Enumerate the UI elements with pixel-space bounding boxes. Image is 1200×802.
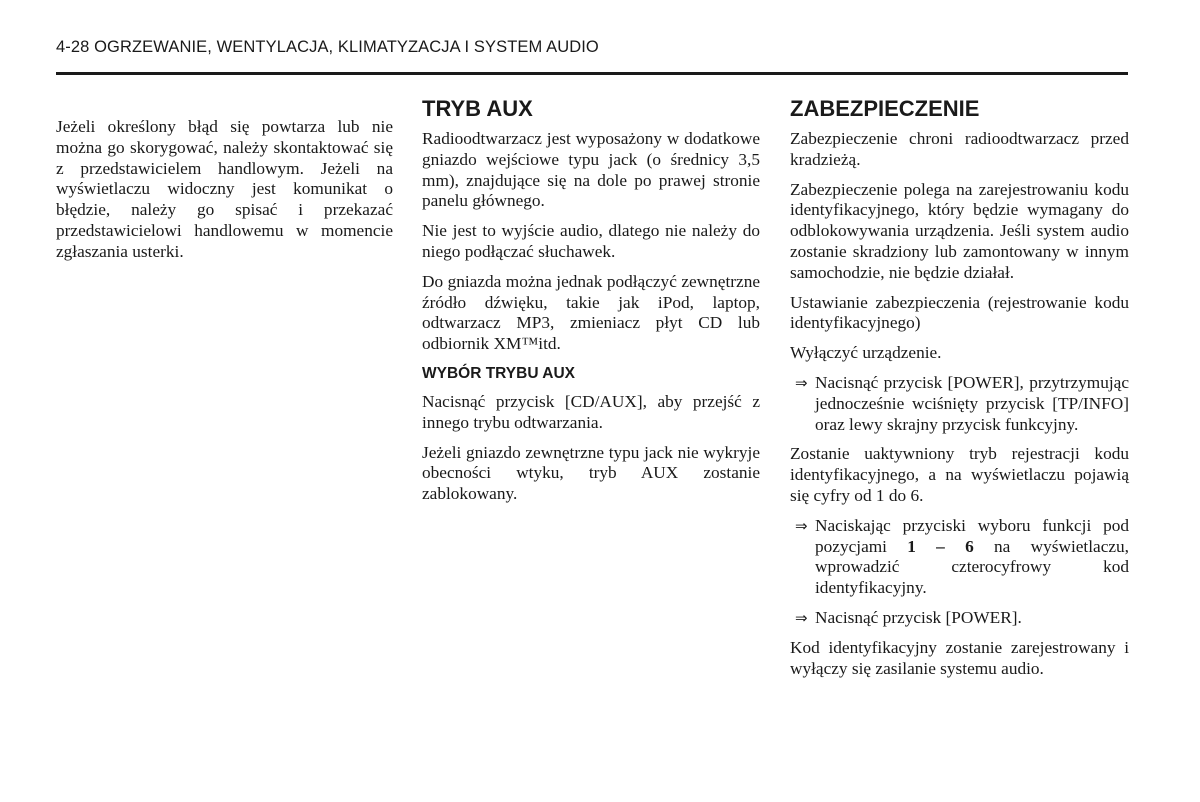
column-1	[56, 117, 393, 272]
bullet-text-2-start: Naciskając przyciski wyboru funkcji pod pozycjami	[815, 515, 1129, 556]
security-heading: ZABEZPIECZENIE	[790, 96, 980, 121]
bullet-text-2-end: na wyświetlaczu, wprowadzić czterocyfrowy kod identyfikacyjny.	[815, 536, 1129, 598]
security-paragraph-1: Zabezpieczenie chroni radioodtwarzacz przed kradzieżą.	[790, 129, 1129, 169]
bullet-item-1	[790, 373, 1129, 435]
aux-paragraph-5: Jeżeli gniazdo zewnętrzne typu jack nie wykryje obecności wtyku, tryb AUX zostanie zablokowany.	[422, 442, 760, 504]
bullet-text-2-bold: 1 – 6	[907, 536, 974, 556]
column-2	[422, 96, 760, 514]
page-header: 4-28 OGRZEWANIE, WENTYLACJA, KLIMATYZACJA I SYSTEM AUDIO	[56, 38, 599, 56]
arrow-icon: ⇒	[795, 373, 808, 392]
bullet-text-1: Nacisnąć przycisk [POWER], przytrzymując jednocześnie wciśnięty przycisk [TP/INFO] oraz lewy skrajny przycisk funkcyjny.	[815, 372, 1129, 434]
bullet-text-3: Nacisnąć przycisk [POWER].	[815, 607, 1022, 627]
bullet-item-2	[790, 516, 1129, 599]
aux-paragraph-2: Nie jest to wyjście audio, dlatego nie należy do niego podłączać słuchawek.	[422, 221, 760, 261]
column-3	[790, 96, 1129, 688]
arrow-icon: ⇒	[795, 608, 808, 627]
aux-paragraph-3: Do gniazda można jednak podłączyć zewnętrzne źródło dźwięku, takie jak iPod, laptop, odtwarzacz MP3, zmieniacz płyt CD lub odbiornik XM™itd.	[422, 271, 760, 354]
bullet-text-2	[815, 516, 1129, 599]
aux-heading: TRYB AUX	[422, 96, 533, 121]
header-divider	[56, 72, 1128, 75]
aux-subheading: WYBÓR TRYBU AUX	[422, 364, 575, 382]
aux-paragraph-4: Nacisnąć przycisk [CD/AUX], aby przejść z innego trybu odtwarzania.	[422, 391, 760, 432]
security-paragraph-3: Ustawianie zabezpieczenia (rejestrowanie kodu identyfikacyjnego)	[790, 292, 1129, 333]
arrow-icon: ⇒	[795, 516, 808, 535]
security-paragraph-6: Kod identyfikacyjny zostanie zarejestrowany i wyłączy się zasilanie systemu audio.	[790, 637, 1129, 678]
bullet-item-3	[790, 608, 1129, 629]
security-paragraph-5: Zostanie uaktywniony tryb rejestracji kodu identyfikacyjnego, a na wyświetlaczu pojawią się cyfry od 1 do 6.	[790, 444, 1129, 505]
aux-paragraph-1: Radioodtwarzacz jest wyposażony w dodatkowe gniazdo wejściowe typu jack (o średnicy 3,5 mm), znajdujące się na dole po prawej stronie panelu głównego.	[422, 129, 760, 211]
security-paragraph-4: Wyłączyć urządzenie.	[790, 343, 942, 363]
security-paragraph-2: Zabezpieczenie polega na zarejestrowaniu kodu identyfikacyjnego, który będzie wymagany do odblokowywania urządzenia. Jeśli system audio zostanie skradziony lub zamontowany w innym samochodzie, nie będzie działał.	[790, 179, 1129, 282]
error-paragraph: Jeżeli określony błąd się powtarza lub nie można go skorygować, należy skontaktować się z przedstawicielem handlowym. Jeżeli na wyświetlaczu widoczny jest komunikat o błędzie, należy go spisać i przekazać przedstawicielowi handlowemu w momencie zgłaszania usterki.	[56, 117, 393, 261]
